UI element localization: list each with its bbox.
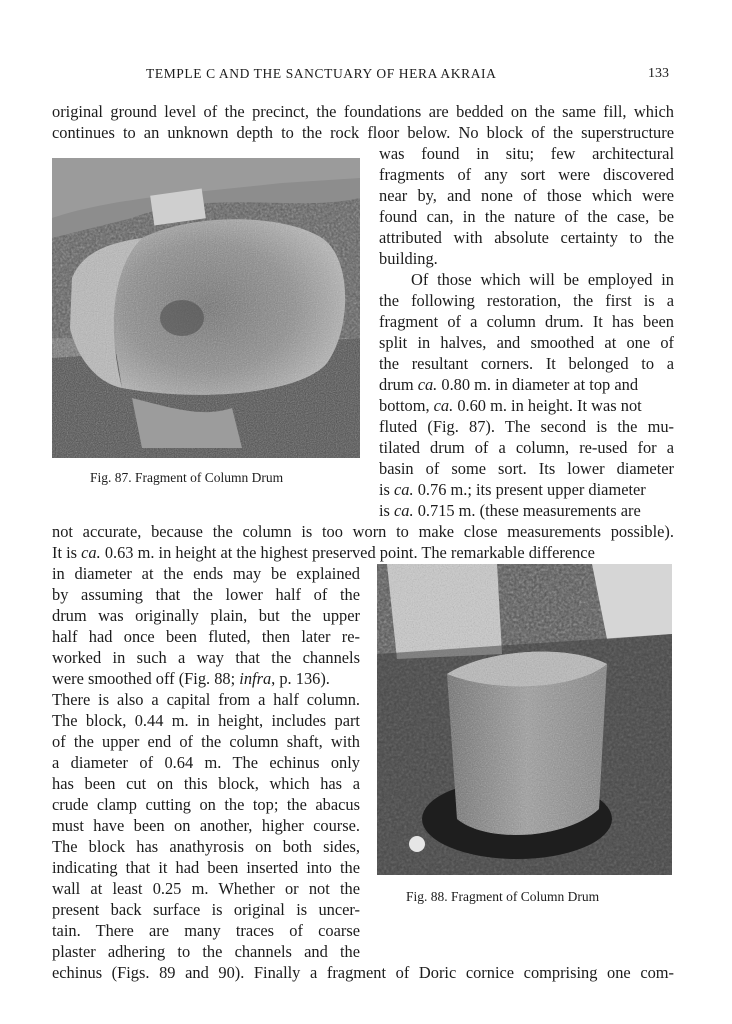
text-run: 0.76 m.; its present upper diameter <box>413 480 646 499</box>
text-line: drum was originally plain, but the upper <box>52 606 360 625</box>
text-line: near by, and none of those which were <box>379 186 674 205</box>
text-line: by assuming that the lower half of the <box>52 585 360 604</box>
text-run: 0.715 m. (these measurements are <box>413 501 641 520</box>
text-run: is <box>379 501 395 520</box>
text-run: is <box>379 480 395 499</box>
running-title: TEMPLE C AND THE SANCTUARY OF HERA AKRAIA <box>146 66 497 81</box>
text-line: present back surface is original is uncer- <box>52 900 360 919</box>
text-line: has been cut on this block, which has a <box>52 774 360 793</box>
figure-88-caption: Fig. 88. Fragment of Column Drum <box>406 889 600 904</box>
text-run-italic: ca. <box>81 543 101 562</box>
text-line: of the upper end of the column shaft, with <box>52 732 360 751</box>
text-line: The block has anathyrosis on both sides, <box>52 837 360 856</box>
text-line: tain. There are many traces of coarse <box>52 921 360 940</box>
text-line: wall at least 0.25 m. Whether or not the <box>52 879 360 898</box>
text-line: a diameter of 0.64 m. The echinus only <box>52 753 360 772</box>
text-run: 0.63 m. in height at the highest preserved point. The remarkable difference <box>100 543 595 562</box>
column-drum-photo <box>377 564 672 875</box>
text-run: bottom, <box>379 396 434 415</box>
text-line: the resultant corners. It belonged to a <box>379 354 674 373</box>
text-line: was found in situ; few architectural <box>379 144 674 163</box>
text-line: There is also a capital from a half column. <box>52 690 360 709</box>
page-header <box>0 66 732 86</box>
page-number: 133 <box>648 66 669 81</box>
text-run: It is <box>52 543 82 562</box>
text-line: original ground level of the precinct, the foundations are bedded on the same fill, which <box>52 102 674 121</box>
text-line: echinus (Figs. 89 and 90). Finally a fragment of Doric cornice comprising one com- <box>52 963 674 982</box>
text-run-italic: ca. <box>394 501 414 520</box>
text-line: crude clamp cutting on the top; the abacus <box>52 795 360 814</box>
text-line <box>379 500 674 521</box>
text-line <box>379 479 674 500</box>
text-run-italic: infra <box>239 669 272 688</box>
text-line: fragments of any sort were discovered <box>379 165 674 184</box>
text-line <box>52 542 674 563</box>
text-line: worked in such a way that the channels <box>52 648 360 667</box>
text-line: attributed with absolute certainty to the <box>379 228 674 247</box>
text-line: must have been on another, higher course. <box>52 816 360 835</box>
text-line <box>52 668 360 689</box>
figure-87-caption: Fig. 87. Fragment of Column Drum <box>90 470 284 485</box>
text-run: 0.60 m. in height. It was not <box>453 396 642 415</box>
text-line: not accurate, because the column is too worn to make close measurements possible). <box>52 522 674 541</box>
text-line: found can, in the nature of the case, be <box>379 207 674 226</box>
text-run: 0.80 m. in diameter at top and <box>437 375 639 394</box>
text-run-italic: ca. <box>394 480 414 499</box>
text-line: The block, 0.44 m. in height, includes part <box>52 711 360 730</box>
text-line: fluted (Fig. 87). The second is the mu- <box>379 417 674 436</box>
text-line: the following restoration, the first is a <box>379 291 674 310</box>
text-line: tilated drum of a column, re-used for a <box>379 438 674 457</box>
text-run: , p. 136). <box>271 669 330 688</box>
text-line <box>379 374 674 395</box>
text-line: continues to an unknown depth to the rock floor below. No block of the superstructure <box>52 123 674 142</box>
text-line: Of those which will be employed in <box>411 270 674 289</box>
text-run: drum <box>379 375 418 394</box>
text-line: fragment of a column drum. It has been <box>379 312 674 331</box>
text-line: building. <box>379 249 438 268</box>
text-line: split in halves, and smoothed at one of <box>379 333 674 352</box>
text-line: indicating that it had been inserted into the <box>52 858 360 877</box>
text-line: half had once been fluted, then later re- <box>52 627 360 646</box>
figure-87-photo <box>52 158 360 458</box>
text-line: basin of some sort. Its lower diameter <box>379 459 674 478</box>
text-run-italic: ca. <box>433 396 454 415</box>
column-drum-photo <box>52 158 360 458</box>
text-run: were smoothed off (Fig. 88; <box>52 669 240 688</box>
text-line: plaster adhering to the channels and the <box>52 942 360 961</box>
text-line: in diameter at the ends may be explained <box>52 564 360 583</box>
figure-88-photo <box>377 564 672 875</box>
text-line <box>379 395 674 416</box>
text-run-italic: ca. <box>417 375 438 394</box>
